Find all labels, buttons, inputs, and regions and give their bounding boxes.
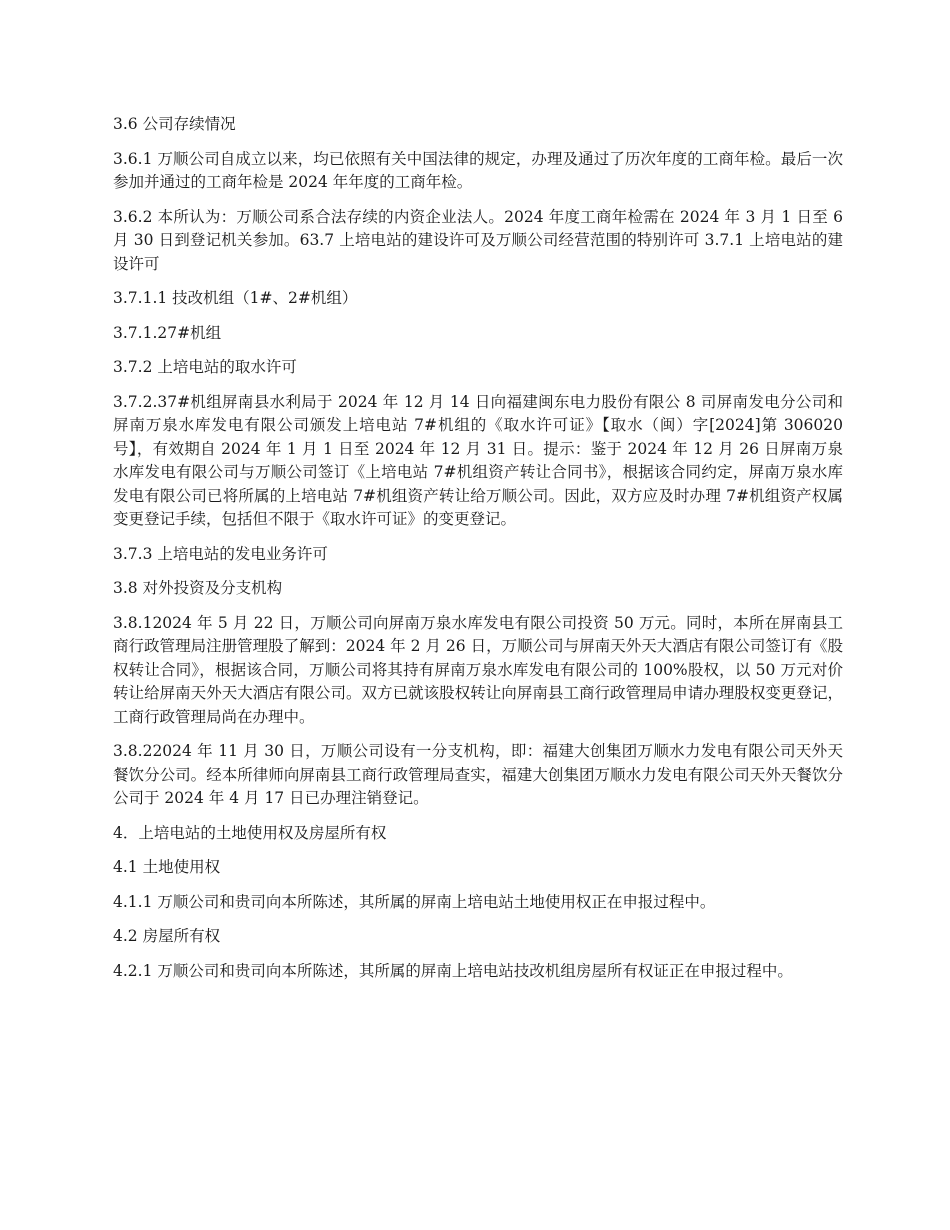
paragraph-4-2-1: 4.2.1 万顺公司和贵司向本所陈述，其所属的屏南上培电站技改机组房屋所有权证正在申报过程中。 [113,961,793,980]
section-heading-4: 4．上培电站的土地使用权及房屋所有权 [113,823,387,842]
section-heading-3-8: 3.8 对外投资及分支机构 [113,579,283,597]
paragraph-3-6-1: 3.6.1 万顺公司自成立以来，均已依照有关中国法律的规定，办理及通过了历次年度的工商年检。最后一次参加并通过的工商年检是 2024 年年度的工商年检。 [113,149,843,191]
section-heading-4-1: 4.1 土地使用权 [113,858,221,876]
document-body [113,113,843,994]
section-heading-3-7-1-2: 3.7.1.27#机组 [113,323,222,342]
paragraph-3-8-1: 3.8.12024 年 5 月 22 日，万顺公司向屏南万泉水库发电有限公司投资 50 万元。同时，本所在屏南县工商行政管理局注册管理股了解到：2024 年 2 月 26 日，万顺公司与屏南天外天大酒店有限公司签订有《股权转让合同》，根据该合同，万顺公司将其持有屏南万泉水库发电有限公司的 100%股权，以 50 万元对价转让给屏南天外天大酒店有限公司。双方已就该股权转让向屏南县工商行政管理局申请办理股权变更登记，工商行政管理局尚在办理中。 [113,613,843,726]
section-heading-3-6: 3.6 公司存续情况 [113,115,236,133]
paragraph-3-8-2: 3.8.22024 年 11 月 30 日，万顺公司设有一分支机构，即：福建大创集团万顺水力发电有限公司天外天餐饮分公司。经本所律师向屏南县工商行政管理局查实，福建大创集团万顺水力发电有限公司天外天餐饮分公司于 2024 年 4 月 17 日已办理注销登记。 [113,742,843,807]
paragraph-3-7-2-3: 3.7.2.37#机组屏南县水利局于 2024 年 12 月 14 日向福建闽东电力股份有限公 8 司屏南发电分公司和屏南万泉水库发电有限公司颁发上培电站 7#机组的《取水许可证》【取水（闽）字[2024]第 306020 号】，有效期自 2024 年 1 月 1 日至 2024 年 12 月 31 日。提示：鉴于 2024 年 12 月 26 日屏南万泉水库发电有限公司与万顺公司签订《上培电站 7#机组资产转让合同书》，根据该合同约定，屏南万泉水库发电有限公司已将所属的上培电站 7#机组资产转让给万顺公司。因此，双方应及时办理 7#机组资产权属变更登记手续，包括但不限于《取水许可证》的变更登记。 [113,392,843,528]
section-heading-4-2: 4.2 房屋所有权 [113,927,221,945]
section-heading-3-7-3: 3.7.3 上培电站的发电业务许可 [113,544,328,563]
paragraph-3-6-2: 3.6.2 本所认为：万顺公司系合法存续的内资企业法人。2024 年度工商年检需在 2024 年 3 月 1 日至 6 月 30 日到登记机关参加。63.7 上培电站的建设许可及万顺公司经营范围的特别许可 3.7.1 上培电站的建设许可 [113,207,843,273]
section-heading-3-7-2: 3.7.2 上培电站的取水许可 [113,358,297,376]
section-heading-3-7-1-1: 3.7.1.1 技改机组（1#、2#机组） [113,289,358,307]
paragraph-4-1-1: 4.1.1 万顺公司和贵司向本所陈述，其所属的屏南上培电站土地使用权正在申报过程中。 [113,892,716,911]
